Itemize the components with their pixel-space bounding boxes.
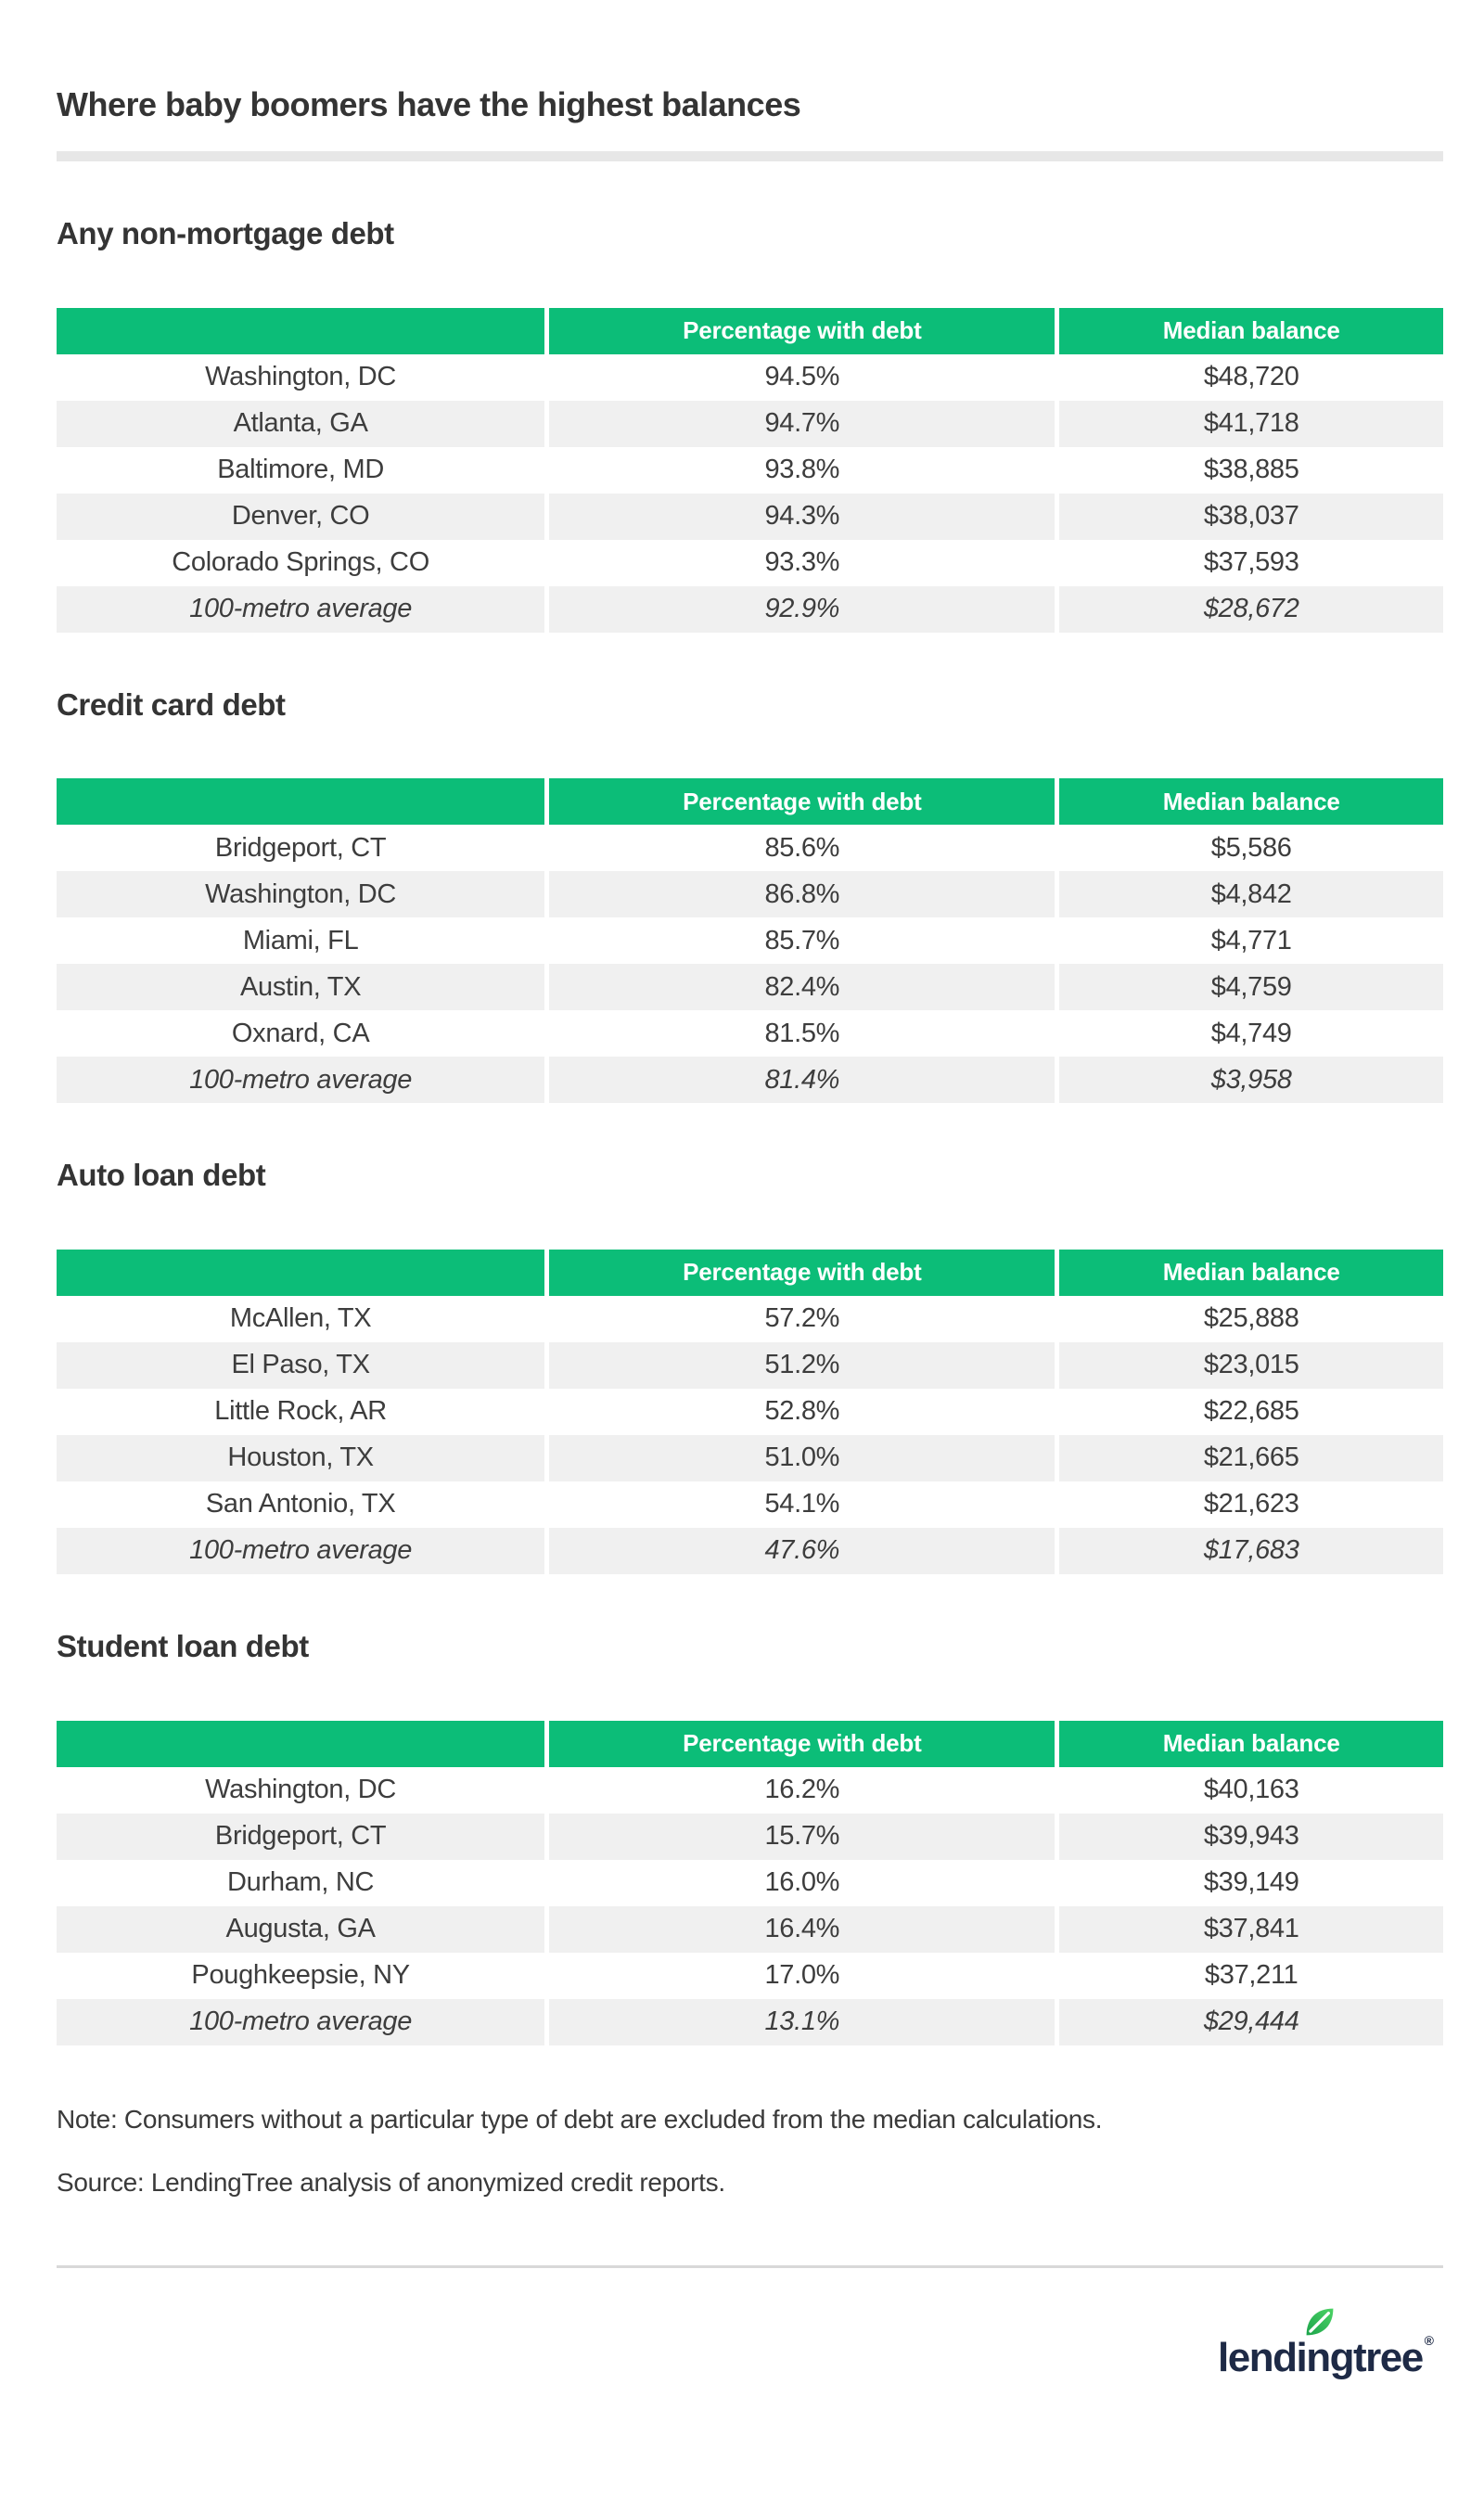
table-row-average xyxy=(57,1057,1443,1103)
metro-cell: Colorado Springs, CO xyxy=(57,540,544,586)
section-heading: Credit card debt xyxy=(57,686,286,722)
balance-cell: $38,037 xyxy=(1055,494,1443,540)
lendingtree-logo xyxy=(1218,2305,1434,2381)
percentage-column-header: Percentage with debt xyxy=(544,308,1055,354)
metro-cell: Washington, DC xyxy=(57,354,544,401)
balance-cell: $48,720 xyxy=(1055,354,1443,401)
table-row xyxy=(57,1296,1443,1342)
balance-cell: $17,683 xyxy=(1055,1528,1443,1574)
balance-cell: $4,842 xyxy=(1055,871,1443,917)
section-heading: Auto loan debt xyxy=(57,1158,266,1193)
debt-table xyxy=(57,1721,1443,2045)
metro-cell: 100-metro average xyxy=(57,1528,544,1574)
registered-mark: ® xyxy=(1424,2333,1434,2349)
percentage-column-header: Percentage with debt xyxy=(544,778,1055,825)
percentage-cell: 16.2% xyxy=(544,1767,1055,1814)
percentage-cell: 94.7% xyxy=(544,401,1055,447)
balance-column-header: Median balance xyxy=(1055,778,1443,825)
infographic xyxy=(0,84,1484,2381)
metro-cell: McAllen, TX xyxy=(57,1296,544,1342)
percentage-cell: 81.4% xyxy=(544,1057,1055,1103)
table-header-row xyxy=(57,1721,1443,1767)
balance-cell: $3,958 xyxy=(1055,1057,1443,1103)
table-row-average xyxy=(57,1999,1443,2045)
table-row xyxy=(57,1953,1443,1999)
percentage-cell: 13.1% xyxy=(544,1999,1055,2045)
note-text: Note: Consumers without a particular type of debt are excluded from the median calculations. xyxy=(57,2104,1103,2134)
metro-cell: 100-metro average xyxy=(57,1057,544,1103)
percentage-cell: 16.4% xyxy=(544,1906,1055,1953)
table-row xyxy=(57,1860,1443,1906)
balance-cell: $29,444 xyxy=(1055,1999,1443,2045)
table-row xyxy=(57,1010,1443,1057)
source-text: Source: LendingTree analysis of anonymized credit reports. xyxy=(57,2167,725,2197)
percentage-cell: 47.6% xyxy=(544,1528,1055,1574)
metro-column-header xyxy=(57,778,544,825)
balance-cell: $21,665 xyxy=(1055,1435,1443,1481)
percentage-cell: 94.5% xyxy=(544,354,1055,401)
table-row xyxy=(57,1814,1443,1860)
percentage-cell: 16.0% xyxy=(544,1860,1055,1906)
metro-cell: Washington, DC xyxy=(57,871,544,917)
balance-column-header: Median balance xyxy=(1055,1250,1443,1296)
metro-cell: San Antonio, TX xyxy=(57,1481,544,1528)
percentage-cell: 82.4% xyxy=(544,964,1055,1010)
table-row xyxy=(57,917,1443,964)
percentage-cell: 81.5% xyxy=(544,1010,1055,1057)
balance-cell: $5,586 xyxy=(1055,825,1443,871)
section-student-loan-debt xyxy=(57,1628,1443,2045)
table-row xyxy=(57,1767,1443,1814)
section-any-non-mortgage-debt xyxy=(57,215,1443,633)
footer-divider xyxy=(57,2265,1443,2268)
table-row xyxy=(57,354,1443,401)
balance-cell: $41,718 xyxy=(1055,401,1443,447)
title-divider xyxy=(57,151,1443,161)
section-auto-loan-debt xyxy=(57,1157,1443,1574)
balance-cell: $38,885 xyxy=(1055,447,1443,494)
balance-cell: $22,685 xyxy=(1055,1389,1443,1435)
percentage-cell: 51.2% xyxy=(544,1342,1055,1389)
table-row-average xyxy=(57,586,1443,633)
table-row xyxy=(57,1435,1443,1481)
section-heading: Student loan debt xyxy=(57,1628,309,1663)
footer-logo-row xyxy=(57,2305,1443,2381)
table-header-row xyxy=(57,1250,1443,1296)
balance-cell: $39,943 xyxy=(1055,1814,1443,1860)
balance-cell: $40,163 xyxy=(1055,1767,1443,1814)
percentage-cell: 85.7% xyxy=(544,917,1055,964)
table-row xyxy=(57,871,1443,917)
percentage-cell: 52.8% xyxy=(544,1389,1055,1435)
table-header-row xyxy=(57,308,1443,354)
metro-cell: Houston, TX xyxy=(57,1435,544,1481)
percentage-column-header: Percentage with debt xyxy=(544,1250,1055,1296)
table-row xyxy=(57,1342,1443,1389)
metro-cell: Durham, NC xyxy=(57,1860,544,1906)
balance-column-header: Median balance xyxy=(1055,308,1443,354)
metro-cell: Poughkeepsie, NY xyxy=(57,1953,544,1999)
logo-text: lendingtree xyxy=(1218,2335,1423,2381)
debt-table xyxy=(57,778,1443,1103)
section-credit-card-debt xyxy=(57,686,1443,1104)
table-header-row xyxy=(57,778,1443,825)
balance-cell: $4,749 xyxy=(1055,1010,1443,1057)
table-row xyxy=(57,494,1443,540)
percentage-cell: 93.8% xyxy=(544,447,1055,494)
metro-column-header xyxy=(57,308,544,354)
metro-cell: El Paso, TX xyxy=(57,1342,544,1389)
table-row xyxy=(57,401,1443,447)
metro-cell: Oxnard, CA xyxy=(57,1010,544,1057)
balance-cell: $4,759 xyxy=(1055,964,1443,1010)
balance-cell: $37,593 xyxy=(1055,540,1443,586)
metro-cell: Little Rock, AR xyxy=(57,1389,544,1435)
table-row xyxy=(57,447,1443,494)
percentage-cell: 51.0% xyxy=(544,1435,1055,1481)
metro-cell: Bridgeport, CT xyxy=(57,825,544,871)
leaf-icon xyxy=(1302,2305,1337,2339)
metro-cell: 100-metro average xyxy=(57,586,544,633)
metro-cell: Atlanta, GA xyxy=(57,401,544,447)
percentage-cell: 86.8% xyxy=(544,871,1055,917)
percentage-cell: 85.6% xyxy=(544,825,1055,871)
table-row xyxy=(57,1906,1443,1953)
percentage-cell: 93.3% xyxy=(544,540,1055,586)
percentage-cell: 94.3% xyxy=(544,494,1055,540)
page-title: Where baby boomers have the highest balances xyxy=(57,85,801,123)
table-row xyxy=(57,1389,1443,1435)
percentage-cell: 17.0% xyxy=(544,1953,1055,1999)
balance-column-header: Median balance xyxy=(1055,1721,1443,1767)
balance-cell: $21,623 xyxy=(1055,1481,1443,1528)
percentage-cell: 92.9% xyxy=(544,586,1055,633)
table-row xyxy=(57,1481,1443,1528)
metro-cell: Bridgeport, CT xyxy=(57,1814,544,1860)
percentage-cell: 57.2% xyxy=(544,1296,1055,1342)
balance-cell: $4,771 xyxy=(1055,917,1443,964)
balance-cell: $28,672 xyxy=(1055,586,1443,633)
debt-table xyxy=(57,308,1443,633)
debt-table xyxy=(57,1250,1443,1574)
metro-cell: Miami, FL xyxy=(57,917,544,964)
table-row xyxy=(57,540,1443,586)
metro-column-header xyxy=(57,1250,544,1296)
balance-cell: $25,888 xyxy=(1055,1296,1443,1342)
metro-cell: 100-metro average xyxy=(57,1999,544,2045)
balance-cell: $23,015 xyxy=(1055,1342,1443,1389)
metro-cell: Austin, TX xyxy=(57,964,544,1010)
balance-cell: $37,841 xyxy=(1055,1906,1443,1953)
metro-cell: Augusta, GA xyxy=(57,1906,544,1953)
percentage-cell: 15.7% xyxy=(544,1814,1055,1860)
table-row xyxy=(57,964,1443,1010)
table-row-average xyxy=(57,1528,1443,1574)
section-heading: Any non-mortgage debt xyxy=(57,216,394,251)
metro-column-header xyxy=(57,1721,544,1767)
balance-cell: $39,149 xyxy=(1055,1860,1443,1906)
table-row xyxy=(57,825,1443,871)
percentage-column-header: Percentage with debt xyxy=(544,1721,1055,1767)
percentage-cell: 54.1% xyxy=(544,1481,1055,1528)
metro-cell: Baltimore, MD xyxy=(57,447,544,494)
metro-cell: Washington, DC xyxy=(57,1767,544,1814)
metro-cell: Denver, CO xyxy=(57,494,544,540)
balance-cell: $37,211 xyxy=(1055,1953,1443,1999)
